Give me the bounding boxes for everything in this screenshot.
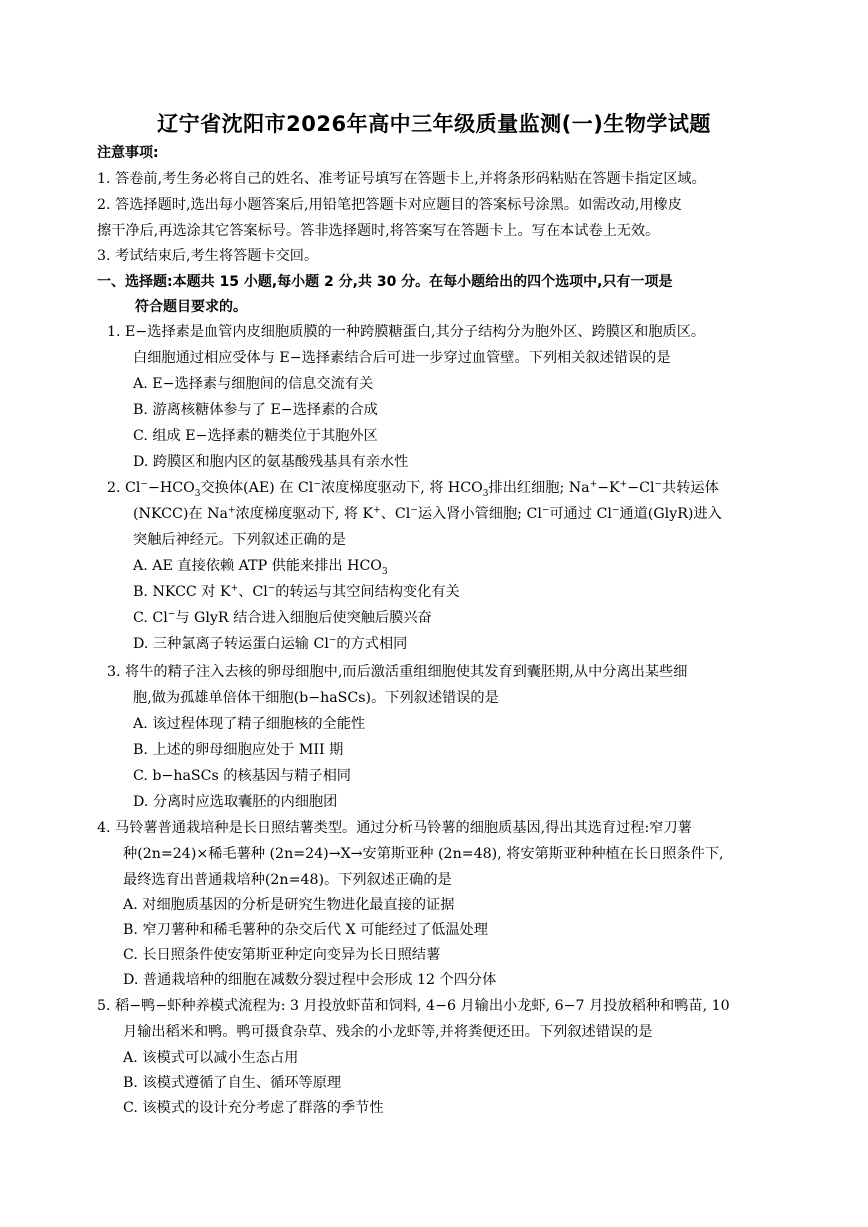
sup-minus: − <box>167 609 176 620</box>
sub-3: 3 <box>194 488 201 499</box>
sup-minus: − <box>140 479 148 490</box>
q2-option-d-text: D. 三种氯离子转运蛋白运输 Cl <box>133 636 329 652</box>
q1-option-c: C. 组成 E−选择素的糖类位于其胞外区 <box>133 428 378 444</box>
q4-option-b: B. 窄刀薯种和稀毛薯种的杂交后代 X 可能经过了低温处理 <box>123 922 488 938</box>
q5-option-b: B. 该模式遵循了自生、循环等原理 <box>123 1075 342 1091</box>
q2-stem-part: 2. Cl <box>107 480 141 496</box>
q2-stem-part: (NKCC)在 Na <box>133 506 228 522</box>
q2-option-b-text: B. NKCC 对 K <box>133 584 231 600</box>
q2-stem-part: 、Cl <box>380 506 411 522</box>
q3-option-c: C. b−haSCs 的核基因与精子相同 <box>133 768 351 784</box>
notice-item-1: 1. 答卷前,考生务必将自己的姓名、准考证号填写在答题卡上,并将条形码粘贴在答题卡指定区域。 <box>97 171 706 187</box>
q1-option-b: B. 游离核糖体参与了 E−选择素的合成 <box>133 402 378 418</box>
q2-option-b <box>133 582 460 602</box>
q2-option-a-text: A. AE 直接依赖 ATP 供能来排出 HCO <box>133 558 382 574</box>
sup-minus: − <box>410 505 418 516</box>
section-heading-cont: 符合题目要求的。 <box>135 299 247 315</box>
q5-stem: 5. 稻−鸭−虾种养模式流程为: 3 月投放虾苗和饲料, 4−6 月输出小龙虾, 6−7 月投放稻种和鸭苗, 10 <box>97 998 730 1014</box>
section-heading: 一、选择题:本题共 15 小题,每小题 2 分,共 30 分。在每小题给出的四个选项中,只有一项是 <box>97 274 673 290</box>
notice-item-2: 2. 答选择题时,选出每小题答案后,用铅笔把答题卡对应题目的答案标号涂黑。如需改动,用橡皮 <box>97 197 682 213</box>
q2-option-c-text: 与 GlyR 结合进入细胞后使突触后膜兴奋 <box>175 610 432 626</box>
q4-stem-cont-2: 最终选育出普通栽培种(2n=48)。下列叙述正确的是 <box>123 872 452 888</box>
q2-option-c <box>133 608 432 628</box>
q2-stem-cont-2: 突触后神经元。下列叙述正确的是 <box>133 532 346 548</box>
q2-stem-cont <box>133 504 722 524</box>
q4-option-d: D. 普通栽培种的细胞在减数分裂过程中会形成 12 个四分体 <box>123 972 497 988</box>
sub-3: 3 <box>381 566 388 577</box>
sup-minus: − <box>267 583 276 594</box>
q2-option-b-text: 、Cl <box>238 584 268 600</box>
q4-stem: 4. 马铃薯普通栽培种是长日照结薯类型。通过分析马铃薯的细胞质基因,得出其选育过程:窄刀薯 <box>97 820 692 836</box>
sup-minus: − <box>313 479 321 490</box>
q2-stem-part: 浓度梯度驱动下, 将 K <box>235 506 374 522</box>
q2-option-c-text: C. Cl <box>133 610 168 626</box>
q4-stem-cont: 种(2n=24)×稀毛薯种 (2n=24)→X→安第斯亚种 (2n=48), 将安第斯亚种种植在长日照条件下, <box>123 846 724 862</box>
q3-stem: 3. 将牛的精子注入去核的卵母细胞中,而后激活重组细胞使其发育到囊胚期,从中分离出某些细 <box>107 664 688 680</box>
q4-option-c: C. 长日照条件使安第斯亚种定向变异为长日照结薯 <box>123 947 441 963</box>
page-title: 辽宁省沈阳市2026年高中三年级质量监测(一)生物学试题 <box>157 112 711 136</box>
q2-option-d <box>133 634 407 654</box>
q2-stem-part: 通道(GlyR)进入 <box>619 506 722 522</box>
sup-minus: − <box>654 479 663 490</box>
q3-option-d: D. 分离时应选取囊胚的内细胞团 <box>133 794 338 810</box>
sup-plus: + <box>227 505 236 516</box>
sup-plus: + <box>230 583 239 594</box>
q4-option-a: A. 对细胞质基因的分析是研究生物进化最直接的证据 <box>123 897 455 913</box>
q3-option-b: B. 上述的卵母细胞应处于 MII 期 <box>133 742 344 758</box>
q2-stem-part: 可通过 Cl <box>549 506 612 522</box>
q2-stem-part: 排出红细胞; Na <box>488 480 590 496</box>
q2-option-d-text: 的方式相同 <box>336 636 408 652</box>
q2-stem-part: 运入肾小管细胞; Cl <box>417 506 542 522</box>
sup-minus: − <box>328 635 337 646</box>
q3-option-a: A. 该过程体现了精子细胞核的全能性 <box>133 716 366 732</box>
q5-stem-cont: 月输出稻米和鸭。鸭可摄食杂草、残余的小龙虾等,并将粪便还田。下列叙述错误的是 <box>123 1024 653 1040</box>
q2-stem <box>107 478 719 498</box>
q1-stem-cont: 白细胞通过相应受体与 E−选择素结合后可进一步穿过血管壁。下列相关叙述错误的是 <box>133 350 671 366</box>
sup-minus: − <box>541 505 550 516</box>
sup-plus: + <box>619 479 628 490</box>
q2-stem-part: −Cl <box>627 480 655 496</box>
q1-stem: 1. E−选择素是血管内皮细胞质膜的一种跨膜糖蛋白,其分子结构分为胞外区、跨膜区和胞质区。 <box>107 324 706 340</box>
notice-heading: 注意事项: <box>97 145 159 161</box>
sup-minus: − <box>611 505 620 516</box>
notice-item-3: 3. 考试结束后,考生将答题卡交回。 <box>97 248 319 264</box>
q5-option-a: A. 该模式可以减小生态占用 <box>123 1050 299 1066</box>
q3-stem-cont: 胞,做为孤雄单倍体干细胞(b−haSCs)。下列叙述错误的是 <box>133 690 499 706</box>
notice-item-2-cont: 擦干净后,再选涂其它答案标号。答非选择题时,将答案写在答题卡上。写在本试卷上无效。 <box>97 223 660 239</box>
q2-stem-part: 共转运体 <box>662 480 719 496</box>
q2-stem-part: −HCO <box>148 480 195 496</box>
sup-plus: + <box>373 505 381 516</box>
sub-3: 3 <box>482 488 489 499</box>
q2-option-a <box>133 556 388 576</box>
q5-option-c: C. 该模式的设计充分考虑了群落的季节性 <box>123 1100 384 1116</box>
q2-option-b-text: 的转运与其空间结构变化有关 <box>275 584 460 600</box>
q2-stem-part: 交换体(AE) 在 Cl <box>200 480 314 496</box>
q1-option-d: D. 跨膜区和胞内区的氨基酸残基具有亲水性 <box>133 454 409 470</box>
q2-stem-part: −K <box>597 480 620 496</box>
sup-plus: + <box>589 479 598 490</box>
q2-stem-part: 浓度梯度驱动下, 将 HCO <box>320 480 483 496</box>
q1-option-a: A. E−选择素与细胞间的信息交流有关 <box>133 376 374 392</box>
